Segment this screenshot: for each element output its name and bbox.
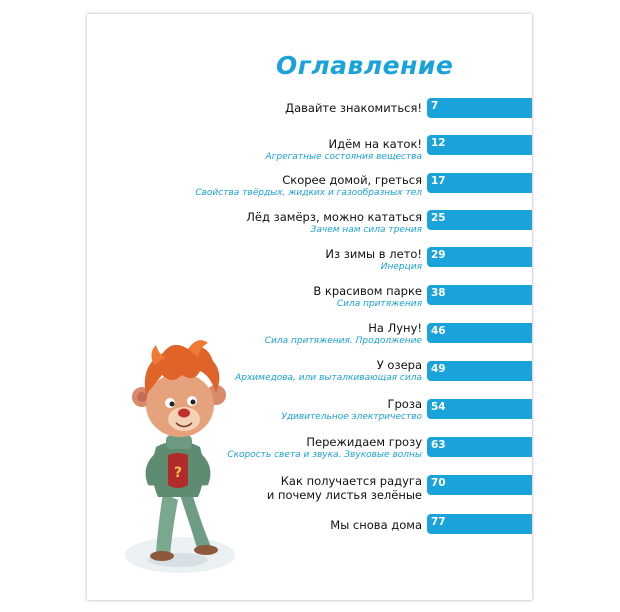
- toc-entry[interactable]: [265, 321, 422, 347]
- page-number: 38: [431, 287, 446, 299]
- toc-entry-subtitle: Зачем нам сила трения: [310, 225, 422, 235]
- page-number: 29: [431, 249, 446, 261]
- toc-entry-title: Лёд замёрз, можно кататься: [246, 210, 422, 224]
- page-number-tab: [427, 323, 532, 343]
- page-number-tab: [427, 475, 532, 495]
- page-title: Оглавление: [276, 51, 454, 80]
- toc-entry[interactable]: [325, 247, 422, 273]
- toc-entry[interactable]: [281, 397, 422, 423]
- toc-entry-title: У озера: [376, 358, 422, 372]
- toc-entry[interactable]: [227, 435, 422, 461]
- toc-entry-title: Из зимы в лето!: [325, 247, 422, 261]
- toc-entry[interactable]: [330, 518, 422, 532]
- toc-entry-subtitle: Свойства твёрдых, жидких и газообразных тел: [195, 188, 422, 198]
- toc-entry-title: В красивом парке: [313, 284, 422, 298]
- page-number: 7: [431, 100, 439, 112]
- page-number: 46: [431, 325, 446, 337]
- page-number: 54: [431, 401, 446, 413]
- toc-entry[interactable]: [267, 474, 422, 502]
- toc-entry-subtitle: Удивительное электричество: [281, 412, 422, 422]
- page-number-tab: [427, 399, 532, 419]
- page-number-tab: [427, 173, 532, 193]
- page-number: 17: [431, 175, 446, 187]
- toc-entry[interactable]: [285, 101, 422, 115]
- toc-entry-subtitle: Архимедова, или выталкивающая сила: [235, 373, 422, 383]
- svg-text:?: ?: [174, 465, 183, 481]
- page-number-tab: [427, 437, 532, 457]
- page-number-tab: [427, 514, 532, 534]
- page-number: 12: [431, 137, 446, 149]
- toc-entry[interactable]: [195, 173, 422, 199]
- toc-entry-title: Мы снова дома: [330, 518, 422, 532]
- toc-entry-title: На Луну!: [368, 321, 422, 335]
- toc-entry-title: Идём на каток!: [328, 137, 422, 151]
- toc-entry-title: Скорее домой, греться: [282, 173, 422, 187]
- toc-entry-title: Давайте знакомиться!: [285, 101, 422, 115]
- page-number-tab: [427, 247, 532, 267]
- page-number-tab: [427, 98, 532, 118]
- toc-entry-subtitle: Скорость света и звука. Звуковые волны: [227, 450, 422, 460]
- toc-entry[interactable]: [235, 358, 422, 384]
- toc-entry[interactable]: [313, 284, 422, 310]
- toc-entry-title: Пережидаем грозу: [306, 435, 422, 449]
- toc-entry-subtitle: Агрегатные состояния вещества: [265, 152, 422, 162]
- page-number-tab: [427, 361, 532, 381]
- toc-entry-title-line2: и почему листья зелёные: [266, 488, 422, 502]
- page-number: 49: [431, 363, 446, 375]
- page-number-tab: [427, 285, 532, 305]
- toc-entry-subtitle: Инерция: [380, 262, 422, 272]
- toc-entry-title: Гроза: [387, 397, 422, 411]
- toc-entry[interactable]: [246, 210, 422, 236]
- toc-entry[interactable]: [266, 137, 422, 163]
- toc-entry-title: Как получается радуга: [280, 474, 422, 488]
- page-number: 63: [431, 439, 446, 451]
- toc-entry-subtitle: Сила притяжения: [336, 299, 422, 309]
- page-number: 70: [431, 477, 446, 489]
- page-number-tab: [427, 210, 532, 230]
- page-number: 77: [431, 516, 446, 528]
- bear-cub-illustration: [118, 335, 243, 580]
- toc-entry-subtitle: Сила притяжения. Продолжение: [264, 336, 422, 346]
- page-number-tab: [427, 135, 532, 155]
- page-number: 25: [431, 212, 446, 224]
